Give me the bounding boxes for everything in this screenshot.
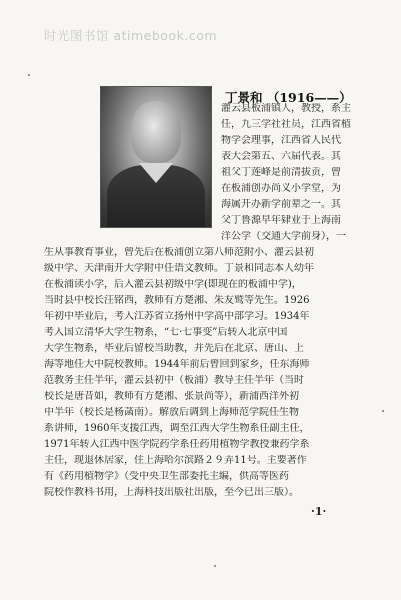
body-line: 中半年（校长是杨菡南）。解放后调到上海师范学院任生物 xyxy=(44,407,299,418)
body-line: 灌云县板浦镇人，教授，系主 xyxy=(221,103,351,114)
body-line: 祖父丁莲峰是前清拔贡，曾 xyxy=(221,167,341,178)
body-line: 洋公学（交通大学前身），一 xyxy=(221,231,346,242)
body-line: 物学会理事，江西省人民代 xyxy=(221,135,341,146)
body-line: 1971年转入江西中医学院药学系任药用植物学教授兼药学系 xyxy=(44,439,310,450)
portrait-head xyxy=(131,101,181,163)
body-line: 考入国立清华大学生物系，“七·七事变”后转入北京中国 xyxy=(44,327,288,338)
body-line: 有《药用植物学》（受中央卫生部委托主编，供高等医药 xyxy=(44,471,289,482)
body-line: 校长是唐昔如，教师有方楚湘、张景尚等），新浦西洋外初 xyxy=(44,391,299,402)
scan-speck xyxy=(28,74,30,76)
body-line: 海等地任大中院校教师。1944年前后曾回到家乡，任东海师 xyxy=(44,359,310,370)
scan-speck xyxy=(382,410,384,412)
body-line: 海属开办新学前辈之一。其 xyxy=(221,199,341,210)
body-line: 院校作教科书用，上海科技出版社出版，至今已出三版）。 xyxy=(44,487,299,498)
body-line: 任，九三学社社员，江西省植 xyxy=(221,119,351,130)
body-line: 主任，现退休居家，住上海哈尔滨路２９弄11号。主要著作 xyxy=(44,455,307,466)
body-line: 系讲师，1960年支援江西，调至江西大学生物系任副主任， xyxy=(44,423,310,434)
body-line: 表大会第五、六届代表。其 xyxy=(221,151,341,162)
portrait-photo xyxy=(100,86,212,228)
body-line: 生从事教育事业，曾先后在板浦创立第八师范附小、灌云县初 xyxy=(44,247,314,258)
body-line: 大学生物系，毕业后留校当助教，并先后在北京、唐山、上 xyxy=(44,343,304,354)
body-line: 在板浦读小学，后入灌云县初级中学(即现在的板浦中学)， xyxy=(44,279,302,290)
body-line: 在板浦创办尚义小学堂，为 xyxy=(221,183,341,194)
entry-title: 丁景和 （1916——） xyxy=(225,90,352,105)
body-line: 年初中毕业后，考入江苏省立扬州中学高中部学习。1934年 xyxy=(44,311,310,322)
site-watermark: 时光图书馆 atimebook.com xyxy=(44,28,218,43)
scan-speck xyxy=(214,565,216,567)
body-line: 父丁鲁源早年肄业于上海南 xyxy=(221,215,341,226)
body-line: 级中学、天津南开大学附中任语文教师。丁景和同志本人幼年 xyxy=(44,263,314,274)
body-line: 范教务主任半年，灌云县初中（板浦）教导主任半年（当时 xyxy=(44,375,304,386)
page-number: ·1· xyxy=(311,505,327,518)
body-line: 当时县中校长汪铭西，教师有方楚湘、朱友鹫等先生。1926 xyxy=(44,295,310,306)
